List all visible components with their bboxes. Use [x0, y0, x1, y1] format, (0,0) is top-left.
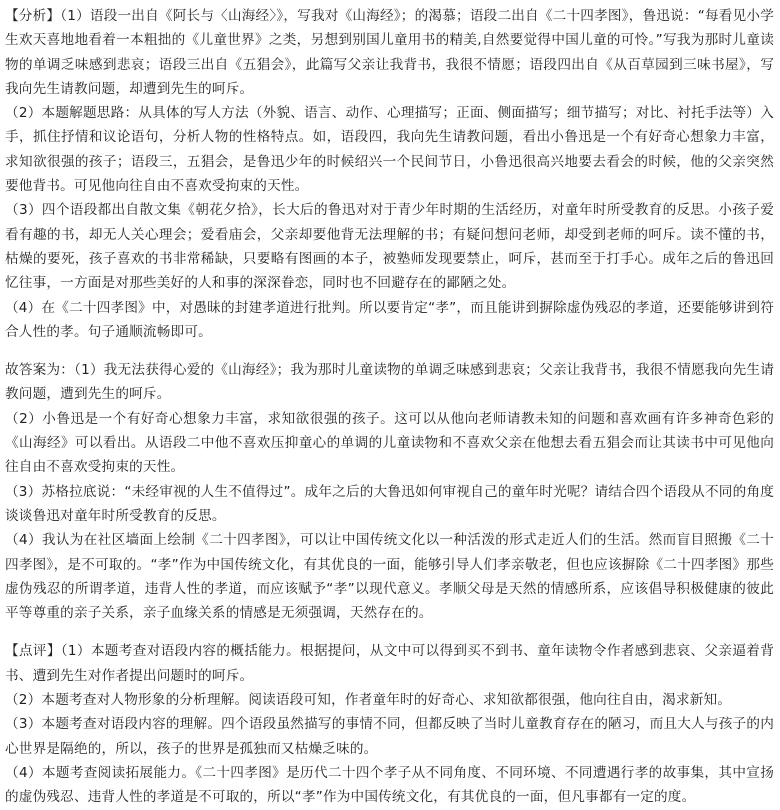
answer-section	[5, 358, 774, 625]
comment-paragraph-3: （3）本题考查对语段内容的理解。四个语段虽然描写的事情不同，但都反映了当时儿童教育存在的陋习，而且大人与孩子的内心世界是隔绝的，所以，孩子的世界是孤独而又枯燥乏味的。	[5, 716, 774, 757]
analysis-paragraph-2: （2）本题解题思路：从具体的写人方法（外貌、语言、动作、心理描写；正面、侧面描写；细节描写；对比、衬托手法等）入手，抓住抒情和议论语句，分析人物的性格特点。如，语段四，我向先生请教问题，看出小鲁迅是一个有好奇心想象力丰富，求知欲很强的孩子；语段三，五猖会，是鲁迅少年的时候绍兴一个民间节日，小鲁迅很高兴地要去看会的时候，他的父亲突然要他背书。可见他向往自由不喜欢受拘束的天性。	[5, 105, 774, 195]
analysis-paragraph-3: （3）四个语段都出自散文集《朝花夕拾》，长大后的鲁迅对对于青少年时期的生活经历，对童年时所受教育的反思。小孩子爱看有趣的书，却无人关心理会；爱看庙会，父亲却要他背无法理解的书；有疑问想问老师，却受到老师的呵斥。读不懂的书，枯燥的要死，孩子喜欢的书非常稀缺，只要略有图画的本子，被塾师发现要禁止，呵斥，甚而至于打手心。成年之后的鲁迅回忆往事，一方面是对那些美好的人和事的深深眷恋，同时也不回避存在的鄙陋之处。	[5, 202, 774, 292]
analysis-paragraph-1: 【分析】（1）语段一出自《阿长与〈山海经〉》，写我对《山海经》；的渴慕；语段二出自《二十四孝图》，鲁迅说：“每看见小学生欢天喜地地看着一本粗拙的《儿童世界》之类，另想到别国儿童用书的精美,自然要觉得中国儿童的可怜。”写我为那时儿童读物的单调乏味感到悲哀；语段三出自《五猖会》，此篇写父亲让我背书，我很不情愿；语段四出自《从百草园到三味书屋》，写我向先生请教问题，却遭到先生的呵斥。	[5, 8, 774, 97]
comment-paragraph-2: （2）本题考查对人物形象的分析理解。阅读语段可知，作者童年时的好奇心、求知欲都很强，他向往自由，渴求新知。	[5, 692, 732, 709]
answer-paragraph-4: （4）我认为在社区墙面上绘制《二十四孝图》，可以让中国传统文化以一种活泼的形式走近人们的生活。然而盲目照搬《二十四孝图》，是不可取的。“孝”作为中国传统文化，有其优良的一面，能够引导人们孝亲敬老，但也应该摒除《二十四孝图》那些虚伪残忍的所谓孝道，违背人性的孝道，而应该赋予“孝”以现代意义。孝顺父母是天然的情感所系，应该倡导积极健康的彼此平等尊重的亲子关系，亲子血缘关系的情感是无须强调，天然存在的。	[5, 532, 774, 622]
analysis-paragraph-4: （4）在《二十四孝图》中，对愚昧的封建孝道进行批判。所以要肯定“孝”，而且能讲到摒除虚伪残忍的孝道，还要能够讲到符合人性的孝。句子通顺流畅即可。	[5, 299, 774, 340]
answer-paragraph-2: （2）小鲁迅是一个有好奇心想象力丰富，求知欲很强的孩子。这可以从他向老师请教未知的问题和喜欢画有许多神奇色彩的《山海经》可以看出。从语段二中他不喜欢压抑童心的单调的儿童读物和不喜欢父亲在他想去看五猖会而让其读书中可见他向往自由不喜欢受拘束的天性。	[5, 410, 774, 476]
section-divider	[5, 344, 774, 358]
answer-paragraph-1: 故答案为：（1）我无法获得心爱的《山海经》；我为那时儿童读物的单调乏味感到悲哀；父亲让我背书，我很不情愿我向先生请教问题，遭到先生的呵斥。	[5, 362, 774, 403]
section-divider	[5, 625, 774, 639]
comment-paragraph-1: 【点评】（1）本题考查对语段内容的概括能力。根据提问，从文中可以得到买不到书、童年读物令作者感到悲哀、父亲逼着背书、遭到先生对作者提出问题时的呵斥。	[5, 643, 774, 684]
comment-section	[5, 639, 774, 809]
answer-paragraph-3: （3）苏格拉底说：“未经审视的人生不值得过”。成年之后的大鲁迅如何审视自己的童年时光呢？请结合四个语段从不同的角度谈谈鲁迅对童年时所受教育的反思。	[5, 483, 774, 524]
analysis-section	[5, 4, 774, 344]
comment-paragraph-4: （4）本题考查阅读拓展能力。《二十四孝图》是历代二十四个孝子从不同角度、不同环境、不同遭遇行孝的故事集，其中宣扬的虚伪残忍、违背人性的孝道是不可取的，所以“孝”作为中国传统文化，有其优良的一面，但凡事都有一定的度。	[5, 764, 774, 806]
